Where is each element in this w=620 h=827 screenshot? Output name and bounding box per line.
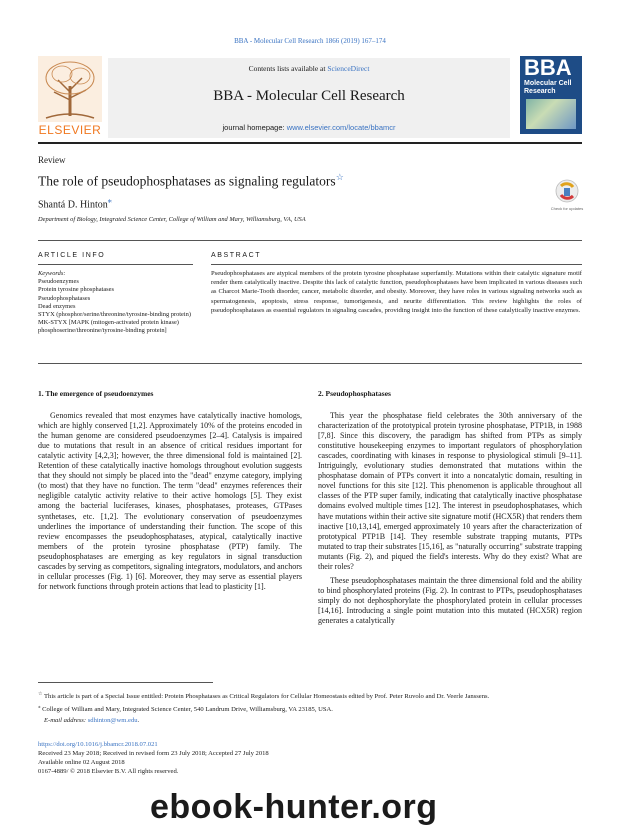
journal-name: BBA - Molecular Cell Research xyxy=(213,88,405,104)
watermark: ebook-hunter.org xyxy=(150,788,438,826)
section-2-paragraph: This year the phosphatase field celebrates the 30th anniversary of the characterization of the prototypical protein tyrosine phosphatase, PTP1B, in 1988 [7,8]. Since this discovery, the paradigm has shifted from PTPs as simply constitutive housekeeping enzymes to important regulators of phosphorylation cascades, coordinating with kinases in response to physiological stimuli [9–11]. Intriguingly, evolutionary studies demonstrated that mutations within the phosphatase domain of PTPs convert it into a noncatalytic domain, resulting in novel functions for this site [12]. This phenomenon is applicable throughout all classes of the PTP super family, indicating that catalytically inactive phosphatase domains evolved multiple times [12]. The interest in pseudophosphatases, which have mutations within their active site signature motif (HCX5R) that renders them inactive [10,13,14], emerged approximately 10 years after the characterization of prototypical PTP1B [14]. They resemble substrate trapping mutants, PTPs mutated to trap their substrates [15,16], as "naturally occurring" substrate trapping mutants (Fig. 2), and piqued the field's interests. Why do they exist? What are their roles? xyxy=(318,411,582,571)
received-dates: Received 23 May 2018; Received in revised form 23 July 2018; Accepted 27 July 2018 xyxy=(38,750,269,757)
title-footnote-mark[interactable]: ☆ xyxy=(335,172,344,182)
keyword: Protein tyrosine phosphatases xyxy=(38,286,114,294)
star-footnote-mark: ☆ xyxy=(38,692,43,697)
keywords-label: Keywords: xyxy=(38,270,66,277)
cover-subtitle: Molecular Cell Research xyxy=(524,80,572,95)
footnotes xyxy=(38,690,582,727)
article-info-rule xyxy=(38,264,193,265)
title-text: The role of pseudophosphatases as signaling regulators xyxy=(38,173,336,189)
corresponding-mark: ⁎ xyxy=(38,705,41,711)
section-1-heading: 1. The emergence of pseudoenzymes xyxy=(38,389,154,398)
footnote-rule xyxy=(38,682,213,683)
section-2-paragraph: These pseudophosphatases maintain the three dimensional fold and the ability to bind phosphorylated proteins (Fig. 2). In contrast to PTPs, pseudophosphatases simply do not dephosphorylate the phosphorylated protein in cellular processes [14,16]. Introducing a single point mutation into this mutated (HCX5R) region generates a catalytically xyxy=(318,575,582,625)
homepage-prefix: journal homepage: xyxy=(222,123,287,132)
keyword: STYX (phosphor/serine/threonine/tyrosine-binding protein) xyxy=(38,311,191,319)
journal-citation[interactable]: BBA - Molecular Cell Research 1866 (2019) 167–174 xyxy=(234,37,386,45)
keyword: Dead enzymes xyxy=(38,302,76,310)
special-issue-footnote xyxy=(38,690,582,701)
email-link[interactable]: sdhinton@wm.edu xyxy=(87,717,138,725)
homepage-line xyxy=(108,123,510,132)
copyright: 0167-4889/ © 2018 Elsevier B.V. All rights reserved. xyxy=(38,768,179,775)
journal-cover[interactable] xyxy=(520,56,582,134)
cover-title: BBA xyxy=(524,56,572,80)
left-column xyxy=(38,389,302,596)
article-type: Review xyxy=(38,155,66,165)
article-info-heading: ARTICLE INFO xyxy=(38,252,106,259)
author-footnote-mark[interactable]: ⁎ xyxy=(107,196,112,205)
section-1-paragraph: Genomics revealed that most enzymes have catalytically inactive homologs, which are highly conserved [1,2]. Approximately 10% of the proteins encoded in the human genome are considered pseudoenzymes [2–4]. Catalysis is impaired due to mutations that result in an absence of critical residues important for catalytic activity [4,2,3]; however, the three dimensional fold is maintained [2]. Retention of these catalytically inactive homologs throughout evolution suggests that they should not simply be placed into the "dead" enzyme category, implying (to most) that they have no function. The term "dead" enzymes references their negligible catalytic activity relative to their active homologs [5]. They exist among the bacterial luciferases, kinases, phosphatases, proteases, GTPases synthetases, etc. [1,2]. The evolutionary conservation of pseudoenzymes underlines the importance of understanding their function. The scope of this review encompasses the pseudophosphatases, atypical, catalytically inactive members of the protein tyrosine phosphatase (PTP) family. The pseudophosphatases are emerging as key regulators in signal transduction cascades by serving as competitors, signaling integrators, modulators, and anchors in cellular processes (Fig. 1) [6]. Moreover, they may serve as essential players for network functions through protein actions that lead to plasticity [1]. xyxy=(38,411,302,591)
article-title xyxy=(38,172,344,190)
abstract-text: Pseudophosphatases are atypical members of the protein tyrosine phosphatase superfamily. Mutations within their catalytic signature motif render them catalytically inactive. Despite this lack of catalytic function, pseudophosphatases have been implicated in various diseases such as Charcot Marie-Tooth disorder, cancer, metabolic disorder, and obesity. Moreover, they have roles in various signaling networks such as spermatogenesis, apoptosis, stress response, tumorigenesis, and neurite differentiation. This review highlights the roles of pseudophosphatases as essential regulators in signaling cascades, providing insight into the function of these catalytically inactive enzymes. xyxy=(211,270,582,314)
cover-image xyxy=(526,99,576,129)
abstract-bottom-rule xyxy=(38,363,582,364)
homepage-link[interactable]: www.elsevier.com/locate/bbamcr xyxy=(286,123,396,132)
corresponding-address: College of William and Mary, Integrated Science Center, 540 Landrum Drive, Williamsburg, VA 23185, USA. xyxy=(42,706,333,714)
abstract-rule xyxy=(211,264,582,265)
author-name: Shantá D. Hinton xyxy=(38,199,108,211)
right-column xyxy=(318,389,582,630)
special-issue-text: This article is part of a Special Issue entitled: Protein Phosphatases as Critical Regulators for Cellular Homeostasis edited by Prof. Peter Ruvolo and Dr. Veerle Janssens. xyxy=(44,693,490,701)
author xyxy=(38,196,112,210)
contents-line xyxy=(108,64,510,73)
elsevier-wordmark: ELSEVIER xyxy=(38,123,102,137)
keywords-list xyxy=(38,270,198,336)
abstract-heading: ABSTRACT xyxy=(211,252,262,259)
online-date: Available online 02 August 2018 xyxy=(38,759,125,766)
check-for-updates-icon[interactable] xyxy=(552,178,582,208)
keyword: Pseudoenzymes xyxy=(38,278,79,286)
sciencedirect-link[interactable]: ScienceDirect xyxy=(327,64,370,73)
title-rule xyxy=(38,240,582,241)
doi-link[interactable]: https://doi.org/10.1016/j.bbamcr.2018.07.021 xyxy=(38,741,158,748)
article-meta xyxy=(38,740,338,776)
check-for-updates-label[interactable]: Check for updates xyxy=(550,206,584,211)
contents-prefix: Contents lists available at xyxy=(248,64,328,73)
email-suffix: . xyxy=(137,717,140,725)
affiliation: Department of Biology, Integrated Science Center, College of William and Mary, Williamsburg, VA, USA xyxy=(38,216,306,223)
email-label: E-mail address: xyxy=(44,717,88,725)
email-line xyxy=(38,716,582,725)
keyword: MK-STYX [MAPK (mitogen-activated protein kinase) phosphoserine/threonine/tyrosine-binding protein] xyxy=(38,319,179,335)
corresponding-footnote xyxy=(38,703,582,714)
header-rule xyxy=(38,142,582,144)
keyword: Pseudophosphatases xyxy=(38,294,91,302)
section-2-heading: 2. Pseudophosphatases xyxy=(318,389,391,398)
